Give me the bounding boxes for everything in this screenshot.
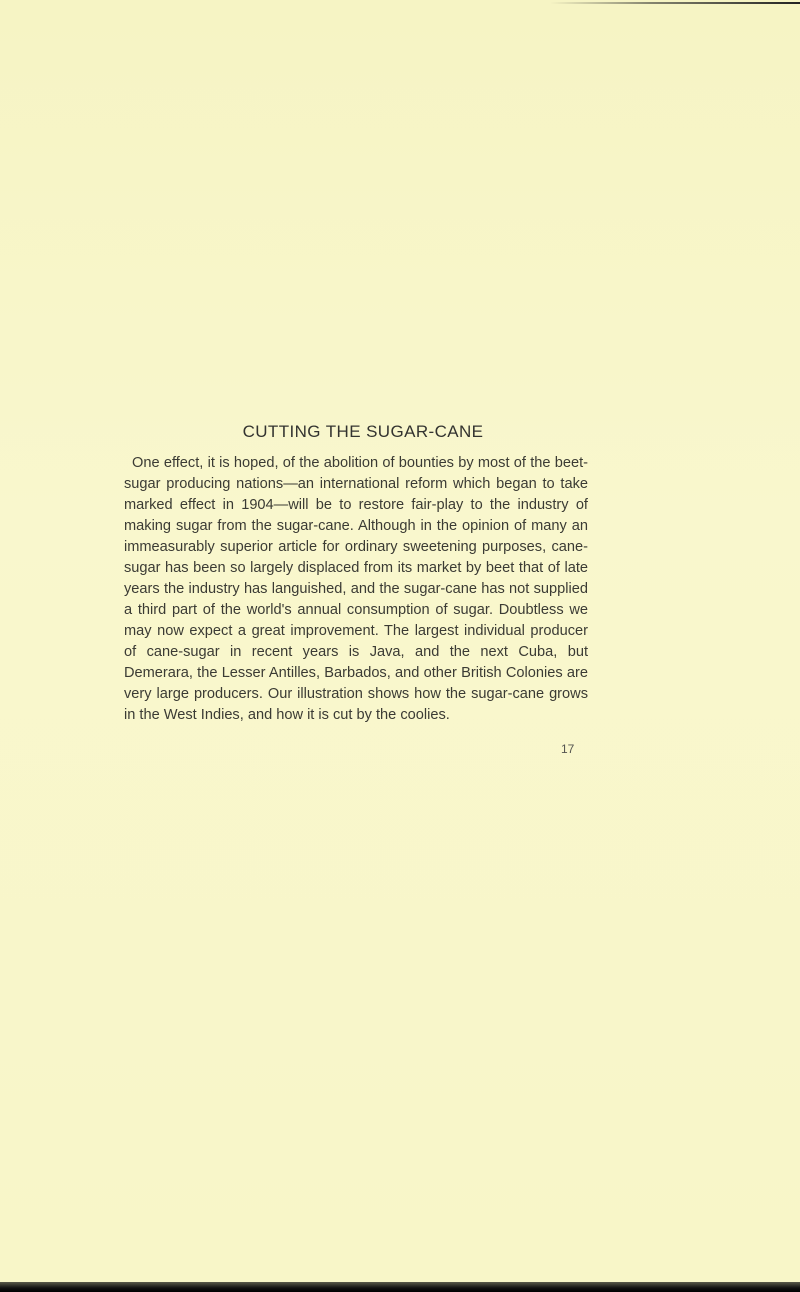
page-number: 17	[561, 742, 575, 756]
body-paragraph: One effect, it is hoped, of the abolition of bounties by most of the beet-sugar producing nations—an international reform which began to take marked effect in 1904—will be to restore fair-play to the industry of making sugar from the sugar-cane. Although in the opinion of many an immeasurably superior article for ordinary sweetening purposes, cane-sugar has been so largely displaced from its market by beet that of late years the industry has languished, and the sugar-cane has not supplied a third part of the world's annual consumption of sugar. Doubtless we may now expect a great improvement. The largest individual producer of cane-sugar in recent years is Java, and the next Cuba, but Demerara, the Lesser Antilles, Barbados, and other British Colonies are very large producers. Our illustration shows how the sugar-cane grows in the West Indies, and how it is cut by the coolies.	[124, 455, 588, 723]
text-block	[124, 421, 588, 726]
top-edge-rule	[550, 2, 800, 4]
bottom-page-edge	[0, 1282, 800, 1292]
page-title: CUTTING THE SUGAR-CANE	[242, 422, 484, 441]
